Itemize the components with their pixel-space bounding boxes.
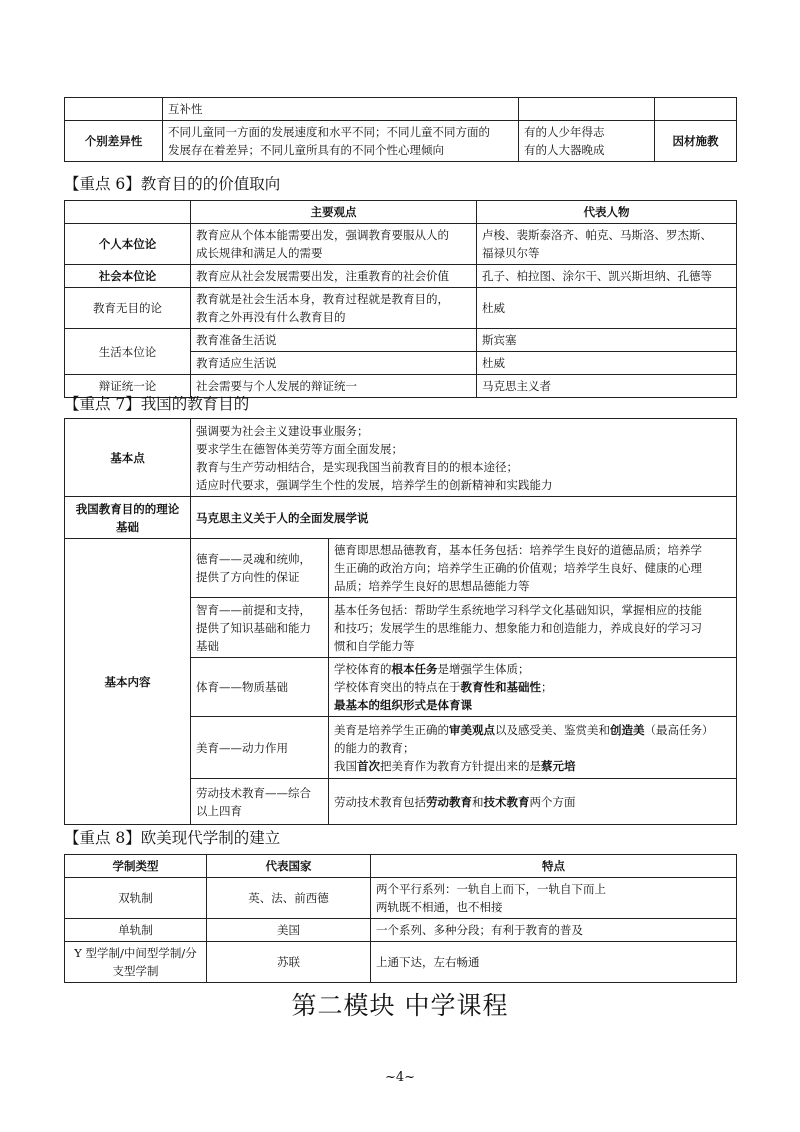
text-run: 把美育作为教育方针提出来的是 [380,758,541,773]
text-line: 提供了方向性的保证 [196,570,300,584]
text-run: 和 [472,794,484,809]
text-line: 适应时代要求，强调学生个性的发展，培养学生的创新精神和实践能力 [196,477,553,492]
text-line: 教育就是社会生活本身，教育过程就是教育目的， [196,292,449,306]
text-line: 强调要为社会主义建设事业服务； [196,423,369,438]
table-row [65,265,737,288]
bold-text: 蔡元培 [541,758,576,773]
table-cell: 上通下达，左右畅通 [371,942,737,983]
table-cell [371,878,737,919]
table-cell: 英、法、前西德 [207,878,371,919]
text-run: 学校体育的 [334,662,392,676]
table-cell [655,98,737,121]
text-line [334,696,731,714]
text-line: 智育——前提和支持， [196,602,311,617]
text-run: 是增强学生体质； [437,662,530,676]
table-cell: 社会需要与个人发展的辩证统一 [191,375,477,398]
text-run: 以及感受美、鉴赏美和 [495,722,610,737]
row-label: 基本点 [65,419,191,497]
table-row [65,942,737,983]
text-line: 我国教育目的的理论 [75,501,180,516]
school-system-table [64,854,737,983]
table-header-row [65,855,737,878]
table-cell: 教育准备生活说 [191,329,477,352]
text-line: 福禄贝尔等 [482,246,540,260]
table-row [65,288,737,329]
row-label [65,942,207,983]
text-line [334,757,731,775]
text-line: 的能力的教育； [334,740,415,755]
principle-cell: 因材施教 [655,121,737,162]
table-cell: 马克思主义者 [477,375,737,398]
text-line: 基础 [196,638,219,653]
table-cell: 苏联 [207,942,371,983]
table-cell [191,598,329,658]
table-cell: 教育应从社会发展需要出发，注重教育的社会价值 [191,265,477,288]
bold-text: 根本任务 [391,662,438,676]
table-row [65,98,737,121]
table-cell [191,224,477,265]
page-number: ~4~ [384,1070,416,1085]
text-line [334,660,731,678]
column-header: 主要观点 [191,201,477,224]
text-run: 劳动技术教育包括 [334,794,426,809]
module-title: 第二模块 中学课程 [291,991,509,1020]
text-run: ； [541,680,553,694]
text-line: 不同儿童同一方面的发展速度和水平不同；不同儿童不同方面的 [168,125,490,139]
table-cell [191,539,329,598]
table-cell [65,98,163,121]
text-run: 学校体育突出的特点在于 [334,680,461,694]
text-line: 教育与生产劳动相结合，是实现我国当前教育目的的根本途径； [196,459,518,474]
table-cell [329,658,737,717]
bold-text: 是体育课 [426,698,472,712]
text-line: 惯和自学能力等 [334,638,415,653]
table-row [65,224,737,265]
column-header: 学制类型 [65,855,207,878]
text-line: 品质；培养学生良好的思想品德能力等 [334,579,530,593]
table-row [65,419,737,497]
text-line: 提供了知识基础和能力 [196,620,311,635]
bold-text: 教育性 [460,680,495,694]
row-label: 个别差异性 [65,121,163,162]
table-cell: 美国 [207,919,371,942]
individual-difference-table [64,97,737,162]
text-line: Y 型学制/中间型学制/分 [74,946,197,960]
row-label: 社会本位论 [65,265,191,288]
text-line: 劳动技术教育——综合 [196,785,311,800]
text-line: 德育——灵魂和统帅， [196,552,311,566]
bold-text: 和 [495,680,507,694]
text-line: 基础 [116,519,139,534]
text-line: 和技巧；发展学生的思维能力、想象能力和创造能力，养成良好的学习习 [334,620,702,635]
text-run: 我国 [334,758,357,773]
row-label: 基本内容 [65,539,191,825]
table-cell [163,121,519,162]
column-header: 代表人物 [477,201,737,224]
table-cell [191,779,329,825]
bold-text: 最基本的 [334,698,380,712]
table-row [65,539,737,598]
table-cell [329,539,737,598]
bold-text: 首次 [357,758,380,773]
text-line: 两轨既不相通，也不相接 [376,900,503,914]
bold-text: 创造美 [610,722,645,737]
table-cell: 杜威 [477,352,737,375]
text-line: 以上四育 [196,803,242,818]
text-line: 有的人少年得志 [524,125,605,139]
table-cell: 美育——动力作用 [191,717,329,779]
table-cell [519,121,655,162]
bold-text: 劳动教育 [426,794,472,809]
text-line: 两个平行系列：一轨自上而下，一轨自下而上 [376,882,606,896]
text-line: 支型学制 [112,964,159,978]
table-row [65,919,737,942]
table-row [65,878,737,919]
bold-text: 技术教育 [483,794,530,809]
text-line: 德育即思想品德教育，基本任务包括：培养学生良好的道德品质；培养学 [334,543,702,557]
table-cell [519,98,655,121]
bold-text: 基础性 [506,680,541,694]
text-line [334,721,731,739]
text-line: 发展存在着差异；不同儿童所具有的不同个性心理倾向 [168,143,444,157]
text-run: 两个方面 [529,794,576,809]
row-label [65,497,191,539]
row-label: 生活本位论 [65,329,191,375]
table-row [65,329,737,352]
text-line: 生正确的政治方向；培养学生正确的价值观；培养学生良好、健康的心理 [334,561,702,575]
row-label: 双轨制 [65,878,207,919]
table-cell [191,288,477,329]
table-cell: 马克思主义关于人的全面发展学说 [191,497,737,539]
section-heading: 【重点 7】我国的教育目的 [64,395,250,413]
row-label: 个人本位论 [65,224,191,265]
table-cell: 孔子、柏拉图、涂尔干、凯兴斯坦纳、孔德等 [477,265,737,288]
table-cell [329,598,737,658]
column-header: 特点 [371,855,737,878]
text-line: 有的人大器晚成 [524,143,605,157]
text-line: 成长规律和满足人的需要 [196,246,323,260]
table-cell [191,419,737,497]
table-cell: 一个系列、多种分段；有利于教育的普及 [371,919,737,942]
table-row [65,121,737,162]
text-run: （最高任务） [644,722,714,737]
value-orientation-table [64,200,737,398]
text-line: 卢梭、裴斯泰洛齐、帕克、马斯洛、罗杰斯、 [482,228,712,242]
bold-text: 审美观点 [449,722,495,737]
row-label: 教育无目的论 [65,288,191,329]
education-aim-table [64,418,737,825]
text-line [334,678,731,696]
table-cell: 互补性 [163,98,519,121]
row-label: 单轨制 [65,919,207,942]
row-label: 辩证统一论 [65,375,191,398]
column-header [65,201,191,224]
text-line: 教育之外再没有什么教育目的 [196,310,346,324]
column-header: 代表国家 [207,855,371,878]
table-cell [477,224,737,265]
bold-text: 组织形式 [380,698,426,712]
table-cell: 斯宾塞 [477,329,737,352]
text-line: 基本任务包括：帮助学生系统地学习科学文化基础知识，掌握相应的技能 [334,602,702,617]
table-cell [329,717,737,779]
section-heading: 【重点 6】教育目的的价值取向 [64,175,281,193]
section-heading: 【重点 8】欧美现代学制的建立 [64,829,281,847]
table-cell: 教育适应生活说 [191,352,477,375]
table-cell: 体育——物质基础 [191,658,329,717]
table-cell [329,779,737,825]
text-run: 美育是培养学生正确的 [334,722,449,737]
text-line: 教育应从个体本能需要出发，强调教育要服从人的 [196,228,449,242]
table-header-row [65,201,737,224]
text-line: 要求学生在德智体美劳等方面全面发展； [196,441,403,456]
table-cell: 杜威 [477,288,737,329]
table-row [65,497,737,539]
